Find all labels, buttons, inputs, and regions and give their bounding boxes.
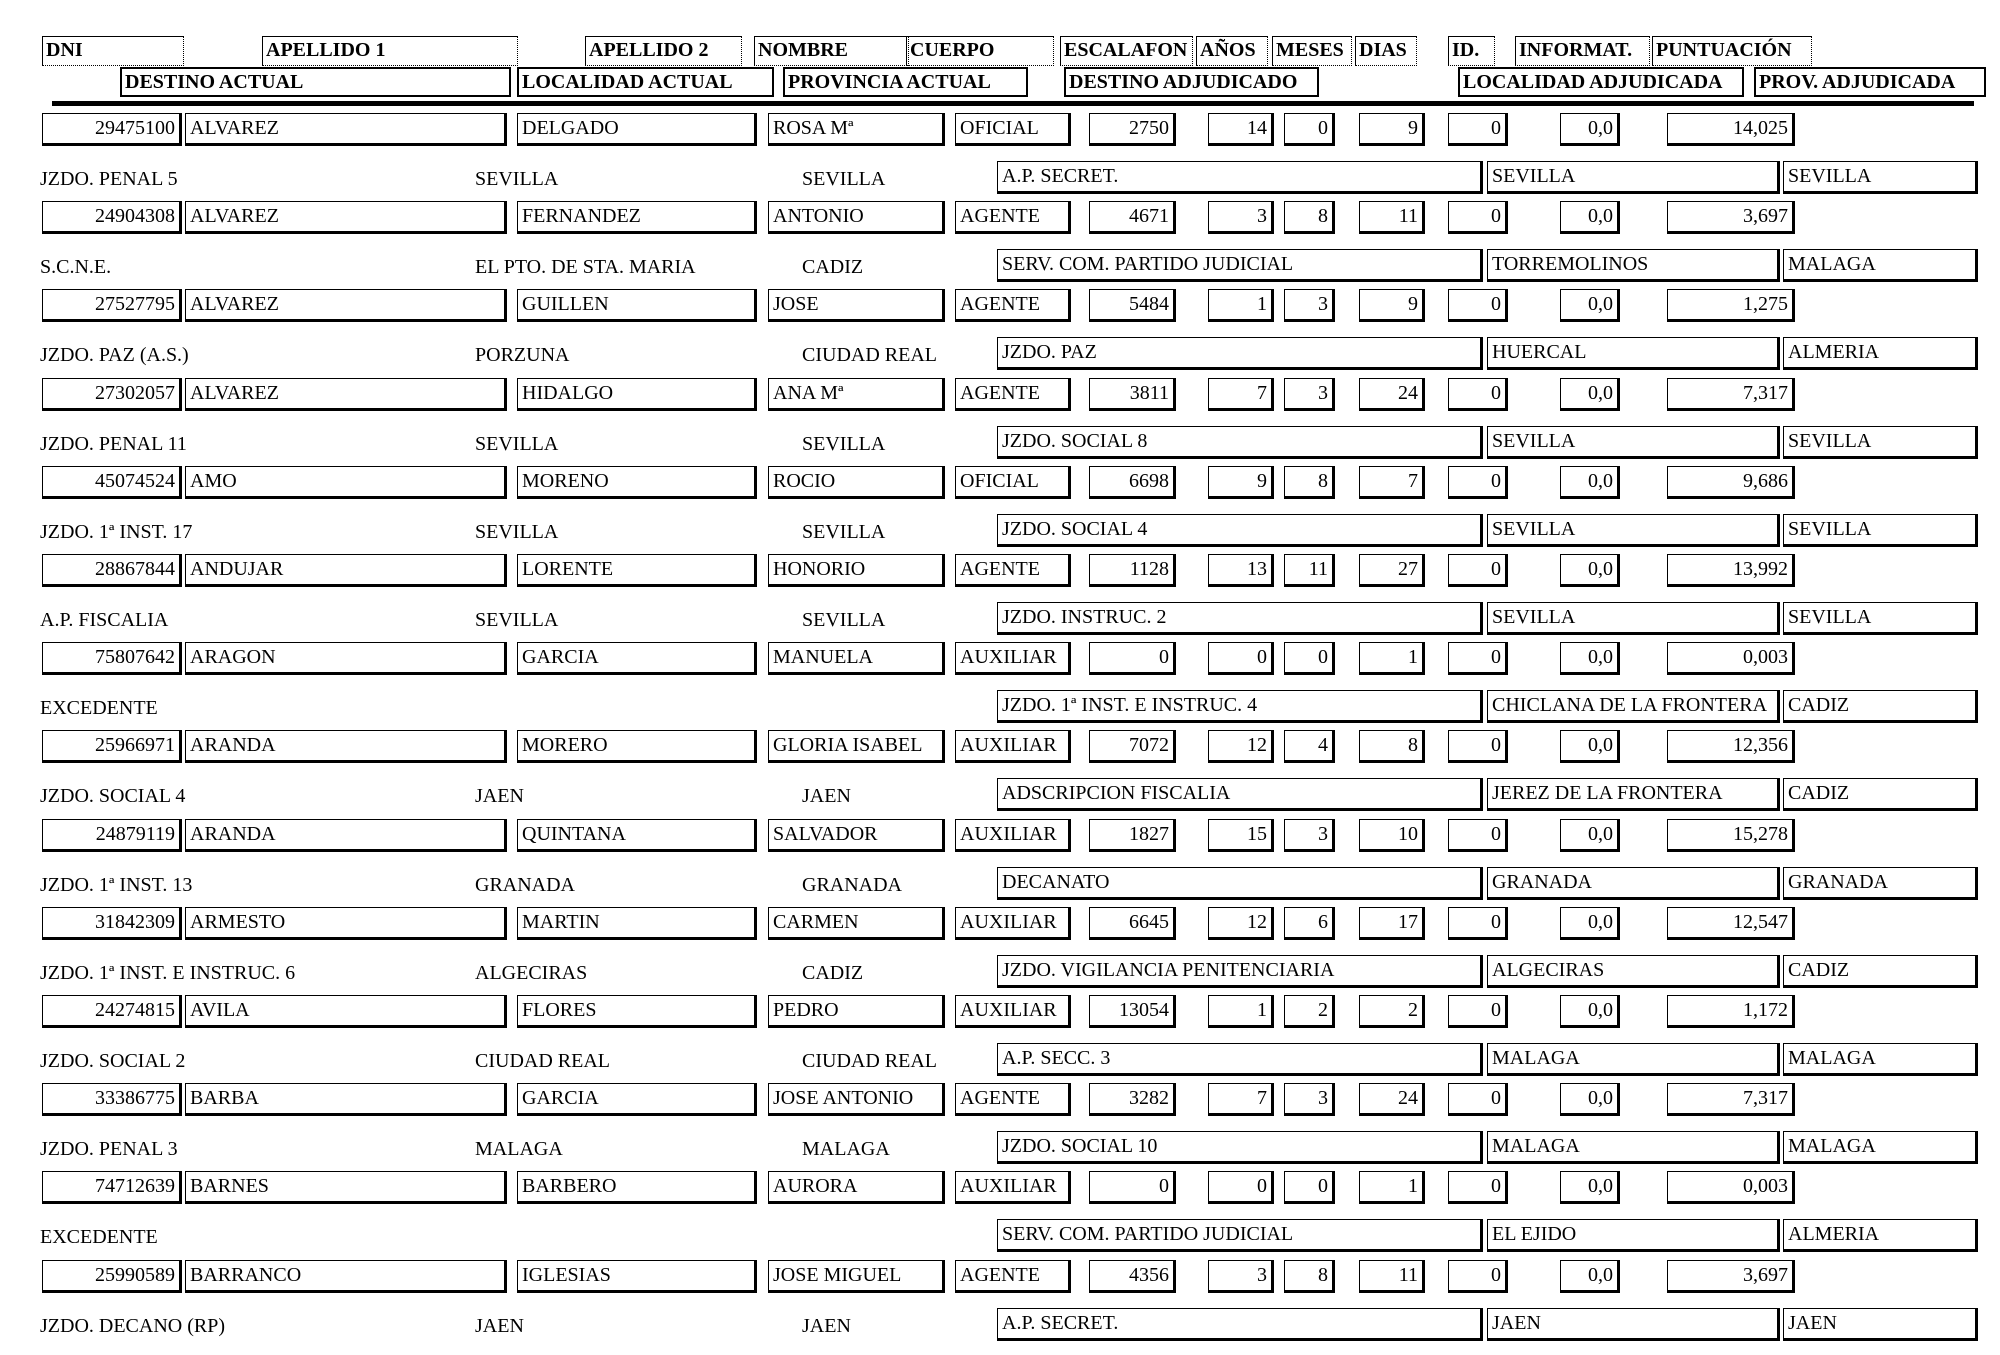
field-localidad-actual: JAEN: [475, 785, 524, 808]
field-anos: 12: [1208, 907, 1274, 940]
field-localidad-adjudicada: SEVILLA: [1487, 602, 1780, 635]
field-id: 0: [1448, 378, 1508, 411]
header-dni: DNI: [42, 36, 184, 66]
field-nombre: GLORIA ISABEL: [768, 730, 945, 763]
field-id: 0: [1448, 730, 1508, 763]
field-dni: 27527795: [42, 289, 182, 322]
field-informat: 0,0: [1560, 113, 1620, 146]
field-meses: 0: [1284, 642, 1335, 675]
header-informat: INFORMAT.: [1515, 36, 1650, 66]
field-dias: 2: [1359, 995, 1425, 1028]
field-cuerpo: AGENTE: [955, 554, 1071, 587]
field-apellido1: BARBA: [185, 1083, 507, 1116]
field-escalafon: 1827: [1089, 819, 1176, 852]
field-meses: 3: [1284, 289, 1335, 322]
field-dias: 11: [1359, 1260, 1425, 1293]
field-puntuacion: 7,317: [1667, 1083, 1795, 1116]
header-localidad-adjudicada: LOCALIDAD ADJUDICADA: [1458, 67, 1744, 97]
field-provincia-actual: CIUDAD REAL: [802, 344, 937, 367]
field-cuerpo: AGENTE: [955, 201, 1071, 234]
field-destino-adjudicado: JZDO. INSTRUC. 2: [997, 602, 1483, 635]
field-apellido2: QUINTANA: [517, 819, 757, 852]
field-anos: 9: [1208, 466, 1274, 499]
field-prov-adjudicada: CADIZ: [1783, 778, 1978, 811]
field-dni: 25990589: [42, 1260, 182, 1293]
field-informat: 0,0: [1560, 819, 1620, 852]
field-id: 0: [1448, 289, 1508, 322]
header-localidad-actual: LOCALIDAD ACTUAL: [517, 67, 774, 97]
field-destino-actual: JZDO. DECANO (RP): [40, 1314, 225, 1337]
field-escalafon: 1128: [1089, 554, 1176, 587]
header-id: ID.: [1448, 36, 1495, 66]
field-dias: 11: [1359, 201, 1425, 234]
field-cuerpo: OFICIAL: [955, 113, 1071, 146]
field-destino-adjudicado: SERV. COM. PARTIDO JUDICIAL: [997, 1219, 1483, 1252]
field-informat: 0,0: [1560, 378, 1620, 411]
field-informat: 0,0: [1560, 1083, 1620, 1116]
field-anos: 3: [1208, 1260, 1274, 1293]
field-id: 0: [1448, 995, 1508, 1028]
field-destino-actual: EXCEDENTE: [40, 1226, 158, 1249]
field-apellido1: AMO: [185, 466, 507, 499]
field-nombre: CARMEN: [768, 907, 945, 940]
field-dias: 1: [1359, 642, 1425, 675]
field-destino-actual: S.C.N.E.: [40, 256, 112, 279]
field-puntuacion: 13,992: [1667, 554, 1795, 587]
field-prov-adjudicada: SEVILLA: [1783, 161, 1978, 194]
header-nombre: NOMBRE: [754, 36, 909, 66]
field-nombre: MANUELA: [768, 642, 945, 675]
field-informat: 0,0: [1560, 1171, 1620, 1204]
field-localidad-actual: ALGECIRAS: [475, 961, 588, 984]
field-id: 0: [1448, 907, 1508, 940]
field-destino-actual: A.P. FISCALIA: [40, 609, 169, 631]
field-apellido2: LORENTE: [517, 554, 757, 587]
field-apellido2: GARCIA: [517, 1083, 757, 1116]
field-dni: 24879119: [42, 819, 182, 852]
field-localidad-adjudicada: SEVILLA: [1487, 514, 1780, 547]
header-puntuacion: PUNTUACIÓN: [1652, 36, 1812, 66]
field-dias: 17: [1359, 907, 1425, 940]
field-destino-adjudicado: DECANATO: [997, 867, 1483, 900]
field-destino-actual: JZDO. PAZ (A.S.): [40, 344, 189, 367]
field-provincia-actual: SEVILLA: [802, 609, 886, 631]
field-id: 0: [1448, 1260, 1508, 1293]
header-destino-adjudicado: DESTINO ADJUDICADO: [1064, 67, 1319, 97]
field-escalafon: 4356: [1089, 1260, 1176, 1293]
field-puntuacion: 15,278: [1667, 819, 1795, 852]
field-puntuacion: 3,697: [1667, 201, 1795, 234]
field-informat: 0,0: [1560, 289, 1620, 322]
field-anos: 13: [1208, 554, 1274, 587]
field-destino-adjudicado: JZDO. SOCIAL 8: [997, 426, 1483, 459]
field-localidad-adjudicada: CHICLANA DE LA FRONTERA: [1487, 690, 1780, 723]
field-dni: 27302057: [42, 378, 182, 411]
field-meses: 8: [1284, 1260, 1335, 1293]
field-dias: 24: [1359, 378, 1425, 411]
field-localidad-adjudicada: SEVILLA: [1487, 426, 1780, 459]
field-informat: 0,0: [1560, 1260, 1620, 1293]
field-cuerpo: AUXILIAR: [955, 995, 1071, 1028]
field-nombre: JOSE: [768, 289, 945, 322]
header-prov-adjudicada: PROV. ADJUDICADA: [1754, 67, 1986, 97]
field-apellido2: MORERO: [517, 730, 757, 763]
field-provincia-actual: CADIZ: [802, 256, 864, 279]
field-dias: 8: [1359, 730, 1425, 763]
field-id: 0: [1448, 1171, 1508, 1204]
field-destino-adjudicado: JZDO. PAZ: [997, 337, 1483, 370]
field-anos: 12: [1208, 730, 1274, 763]
field-apellido2: MARTIN: [517, 907, 757, 940]
field-nombre: ROCIO: [768, 466, 945, 499]
field-localidad-adjudicada: GRANADA: [1487, 867, 1780, 900]
field-puntuacion: 0,003: [1667, 642, 1795, 675]
field-escalafon: 2750: [1089, 113, 1176, 146]
field-prov-adjudicada: SEVILLA: [1783, 602, 1978, 635]
field-apellido2: FLORES: [517, 995, 757, 1028]
field-dni: 24904308: [42, 201, 182, 234]
field-localidad-actual: GRANADA: [475, 873, 575, 896]
field-prov-adjudicada: MALAGA: [1783, 249, 1978, 282]
field-destino-adjudicado: A.P. SECRET.: [997, 161, 1483, 194]
field-cuerpo: OFICIAL: [955, 466, 1071, 499]
field-puntuacion: 3,697: [1667, 1260, 1795, 1293]
field-nombre: HONORIO: [768, 554, 945, 587]
header-destino-actual: DESTINO ACTUAL: [120, 67, 511, 97]
field-anos: 1: [1208, 289, 1274, 322]
field-id: 0: [1448, 113, 1508, 146]
field-meses: 4: [1284, 730, 1335, 763]
field-escalafon: 7072: [1089, 730, 1176, 763]
field-puntuacion: 12,547: [1667, 907, 1795, 940]
field-dni: 33386775: [42, 1083, 182, 1116]
field-anos: 14: [1208, 113, 1274, 146]
field-cuerpo: AGENTE: [955, 378, 1071, 411]
field-dni: 24274815: [42, 995, 182, 1028]
field-nombre: ANTONIO: [768, 201, 945, 234]
field-nombre: SALVADOR: [768, 819, 945, 852]
field-dni: 31842309: [42, 907, 182, 940]
field-meses: 6: [1284, 907, 1335, 940]
field-prov-adjudicada: GRANADA: [1783, 867, 1978, 900]
field-escalafon: 3811: [1089, 378, 1176, 411]
field-apellido1: ARANDA: [185, 730, 507, 763]
field-anos: 7: [1208, 1083, 1274, 1116]
field-dias: 9: [1359, 289, 1425, 322]
field-dni: 74712639: [42, 1171, 182, 1204]
header-apellido2: APELLIDO 2: [585, 36, 742, 66]
field-provincia-actual: SEVILLA: [802, 432, 886, 455]
field-id: 0: [1448, 1083, 1508, 1116]
field-prov-adjudicada: MALAGA: [1783, 1131, 1978, 1164]
field-cuerpo: AGENTE: [955, 289, 1071, 322]
field-destino-adjudicado: ADSCRIPCION FISCALIA: [997, 778, 1483, 811]
field-localidad-adjudicada: MALAGA: [1487, 1131, 1780, 1164]
field-meses: 3: [1284, 819, 1335, 852]
field-localidad-adjudicada: MALAGA: [1487, 1043, 1780, 1076]
field-anos: 1: [1208, 995, 1274, 1028]
field-nombre: ROSA Mª: [768, 113, 945, 146]
field-localidad-actual: CIUDAD REAL: [475, 1050, 610, 1072]
field-meses: 0: [1284, 113, 1335, 146]
field-dias: 27: [1359, 554, 1425, 587]
field-dias: 24: [1359, 1083, 1425, 1116]
field-provincia-actual: CIUDAD REAL: [802, 1050, 937, 1072]
field-id: 0: [1448, 201, 1508, 234]
field-dni: 29475100: [42, 113, 182, 146]
field-apellido1: ALVAREZ: [185, 113, 507, 146]
field-informat: 0,0: [1560, 907, 1620, 940]
field-apellido1: ALVAREZ: [185, 201, 507, 234]
field-destino-actual: EXCEDENTE: [40, 697, 158, 720]
field-anos: 0: [1208, 642, 1274, 675]
field-localidad-adjudicada: SEVILLA: [1487, 161, 1780, 194]
field-apellido1: ANDUJAR: [185, 554, 507, 587]
field-localidad-adjudicada: JAEN: [1487, 1308, 1780, 1341]
field-nombre: ANA Mª: [768, 378, 945, 411]
field-dni: 75807642: [42, 642, 182, 675]
field-dias: 9: [1359, 113, 1425, 146]
field-apellido1: ALVAREZ: [185, 378, 507, 411]
header-apellido1: APELLIDO 1: [262, 36, 518, 66]
field-apellido1: ALVAREZ: [185, 289, 507, 322]
field-provincia-actual: JAEN: [802, 785, 851, 808]
field-destino-actual: JZDO. SOCIAL 4: [40, 785, 186, 808]
field-meses: 2: [1284, 995, 1335, 1028]
field-informat: 0,0: [1560, 554, 1620, 587]
field-anos: 15: [1208, 819, 1274, 852]
field-localidad-actual: SEVILLA: [475, 168, 559, 190]
field-apellido1: ARANDA: [185, 819, 507, 852]
header-anos: AÑOS: [1196, 36, 1268, 66]
header-cuerpo: CUERPO: [906, 36, 1054, 66]
field-localidad-actual: SEVILLA: [475, 520, 559, 543]
field-id: 0: [1448, 466, 1508, 499]
field-dias: 10: [1359, 819, 1425, 852]
field-nombre: AURORA: [768, 1171, 945, 1204]
field-destino-actual: JZDO. PENAL 5: [40, 168, 178, 190]
field-destino-actual: JZDO. PENAL 3: [40, 1138, 178, 1161]
field-localidad-actual: EL PTO. DE STA. MARIA: [475, 256, 696, 279]
field-anos: 7: [1208, 378, 1274, 411]
field-meses: 8: [1284, 201, 1335, 234]
field-escalafon: 0: [1089, 642, 1176, 675]
field-prov-adjudicada: CADIZ: [1783, 690, 1978, 723]
field-dni: 25966971: [42, 730, 182, 763]
field-id: 0: [1448, 819, 1508, 852]
field-destino-adjudicado: JZDO. VIGILANCIA PENITENCIARIA: [997, 955, 1483, 988]
field-escalafon: 6645: [1089, 907, 1176, 940]
field-cuerpo: AUXILIAR: [955, 642, 1071, 675]
field-destino-adjudicado: JZDO. SOCIAL 10: [997, 1131, 1483, 1164]
field-dni: 45074524: [42, 466, 182, 499]
field-destino-adjudicado: A.P. SECC. 3: [997, 1043, 1483, 1076]
field-apellido2: MORENO: [517, 466, 757, 499]
field-meses: 3: [1284, 378, 1335, 411]
header-dias: DIAS: [1355, 36, 1417, 66]
field-cuerpo: AUXILIAR: [955, 1171, 1071, 1204]
field-destino-adjudicado: JZDO. 1ª INST. E INSTRUC. 4: [997, 690, 1483, 723]
field-provincia-actual: MALAGA: [802, 1138, 890, 1161]
field-puntuacion: 9,686: [1667, 466, 1795, 499]
header-escalafon: ESCALAFON: [1060, 36, 1193, 66]
field-meses: 3: [1284, 1083, 1335, 1116]
header-meses: MESES: [1272, 36, 1352, 66]
header-divider: [52, 101, 1974, 106]
field-apellido2: GARCIA: [517, 642, 757, 675]
field-meses: 0: [1284, 1171, 1335, 1204]
field-id: 0: [1448, 554, 1508, 587]
field-localidad-actual: SEVILLA: [475, 609, 559, 631]
field-informat: 0,0: [1560, 642, 1620, 675]
field-apellido1: BARNES: [185, 1171, 507, 1204]
field-localidad-actual: MALAGA: [475, 1138, 563, 1161]
field-localidad-actual: SEVILLA: [475, 432, 559, 455]
field-apellido2: DELGADO: [517, 113, 757, 146]
field-apellido2: FERNANDEZ: [517, 201, 757, 234]
field-provincia-actual: CADIZ: [802, 961, 864, 984]
field-destino-actual: JZDO. SOCIAL 2: [40, 1050, 186, 1072]
field-puntuacion: 14,025: [1667, 113, 1795, 146]
field-informat: 0,0: [1560, 995, 1620, 1028]
field-prov-adjudicada: ALMERIA: [1783, 337, 1978, 370]
field-localidad-actual: PORZUNA: [475, 344, 570, 367]
field-escalafon: 5484: [1089, 289, 1176, 322]
field-cuerpo: AUXILIAR: [955, 907, 1071, 940]
field-localidad-adjudicada: JEREZ DE LA FRONTERA: [1487, 778, 1780, 811]
field-escalafon: 13054: [1089, 995, 1176, 1028]
field-puntuacion: 0,003: [1667, 1171, 1795, 1204]
field-cuerpo: AUXILIAR: [955, 730, 1071, 763]
field-apellido2: IGLESIAS: [517, 1260, 757, 1293]
field-apellido1: BARRANCO: [185, 1260, 507, 1293]
field-escalafon: 3282: [1089, 1083, 1176, 1116]
field-apellido2: GUILLEN: [517, 289, 757, 322]
field-escalafon: 4671: [1089, 201, 1176, 234]
field-destino-actual: JZDO. PENAL 11: [40, 432, 187, 455]
field-cuerpo: AGENTE: [955, 1083, 1071, 1116]
field-puntuacion: 7,317: [1667, 378, 1795, 411]
header-provincia-actual: PROVINCIA ACTUAL: [783, 67, 1028, 97]
field-prov-adjudicada: ALMERIA: [1783, 1219, 1978, 1252]
field-nombre: PEDRO: [768, 995, 945, 1028]
field-destino-adjudicado: JZDO. SOCIAL 4: [997, 514, 1483, 547]
field-meses: 11: [1284, 554, 1335, 587]
field-anos: 0: [1208, 1171, 1274, 1204]
field-escalafon: 0: [1089, 1171, 1176, 1204]
field-prov-adjudicada: MALAGA: [1783, 1043, 1978, 1076]
field-cuerpo: AGENTE: [955, 1260, 1071, 1293]
field-apellido1: AVILA: [185, 995, 507, 1028]
field-id: 0: [1448, 642, 1508, 675]
field-dias: 7: [1359, 466, 1425, 499]
field-provincia-actual: JAEN: [802, 1314, 851, 1337]
field-localidad-adjudicada: EL EJIDO: [1487, 1219, 1780, 1252]
field-dias: 1: [1359, 1171, 1425, 1204]
field-prov-adjudicada: SEVILLA: [1783, 514, 1978, 547]
field-dni: 28867844: [42, 554, 182, 587]
field-escalafon: 6698: [1089, 466, 1176, 499]
field-localidad-adjudicada: TORREMOLINOS: [1487, 249, 1780, 282]
field-anos: 3: [1208, 201, 1274, 234]
field-puntuacion: 1,275: [1667, 289, 1795, 322]
field-prov-adjudicada: CADIZ: [1783, 955, 1978, 988]
field-destino-actual: JZDO. 1ª INST. 13: [40, 873, 193, 896]
field-informat: 0,0: [1560, 466, 1620, 499]
field-nombre: JOSE ANTONIO: [768, 1083, 945, 1116]
field-localidad-adjudicada: ALGECIRAS: [1487, 955, 1780, 988]
field-destino-adjudicado: A.P. SECRET.: [997, 1308, 1483, 1341]
field-apellido2: HIDALGO: [517, 378, 757, 411]
field-provincia-actual: SEVILLA: [802, 520, 886, 543]
field-apellido1: ARMESTO: [185, 907, 507, 940]
field-puntuacion: 1,172: [1667, 995, 1795, 1028]
field-puntuacion: 12,356: [1667, 730, 1795, 763]
field-destino-actual: JZDO. 1ª INST. 17: [40, 520, 193, 543]
field-apellido2: BARBERO: [517, 1171, 757, 1204]
field-localidad-adjudicada: HUERCAL: [1487, 337, 1780, 370]
field-informat: 0,0: [1560, 201, 1620, 234]
field-provincia-actual: SEVILLA: [802, 168, 886, 190]
field-nombre: JOSE MIGUEL: [768, 1260, 945, 1293]
field-apellido1: ARAGON: [185, 642, 507, 675]
field-destino-adjudicado: SERV. COM. PARTIDO JUDICIAL: [997, 249, 1483, 282]
field-destino-actual: JZDO. 1ª INST. E INSTRUC. 6: [40, 961, 296, 984]
field-cuerpo: AUXILIAR: [955, 819, 1071, 852]
field-localidad-actual: JAEN: [475, 1314, 524, 1337]
field-provincia-actual: GRANADA: [802, 873, 902, 896]
field-prov-adjudicada: SEVILLA: [1783, 426, 1978, 459]
field-meses: 8: [1284, 466, 1335, 499]
field-prov-adjudicada: JAEN: [1783, 1308, 1978, 1341]
field-informat: 0,0: [1560, 730, 1620, 763]
